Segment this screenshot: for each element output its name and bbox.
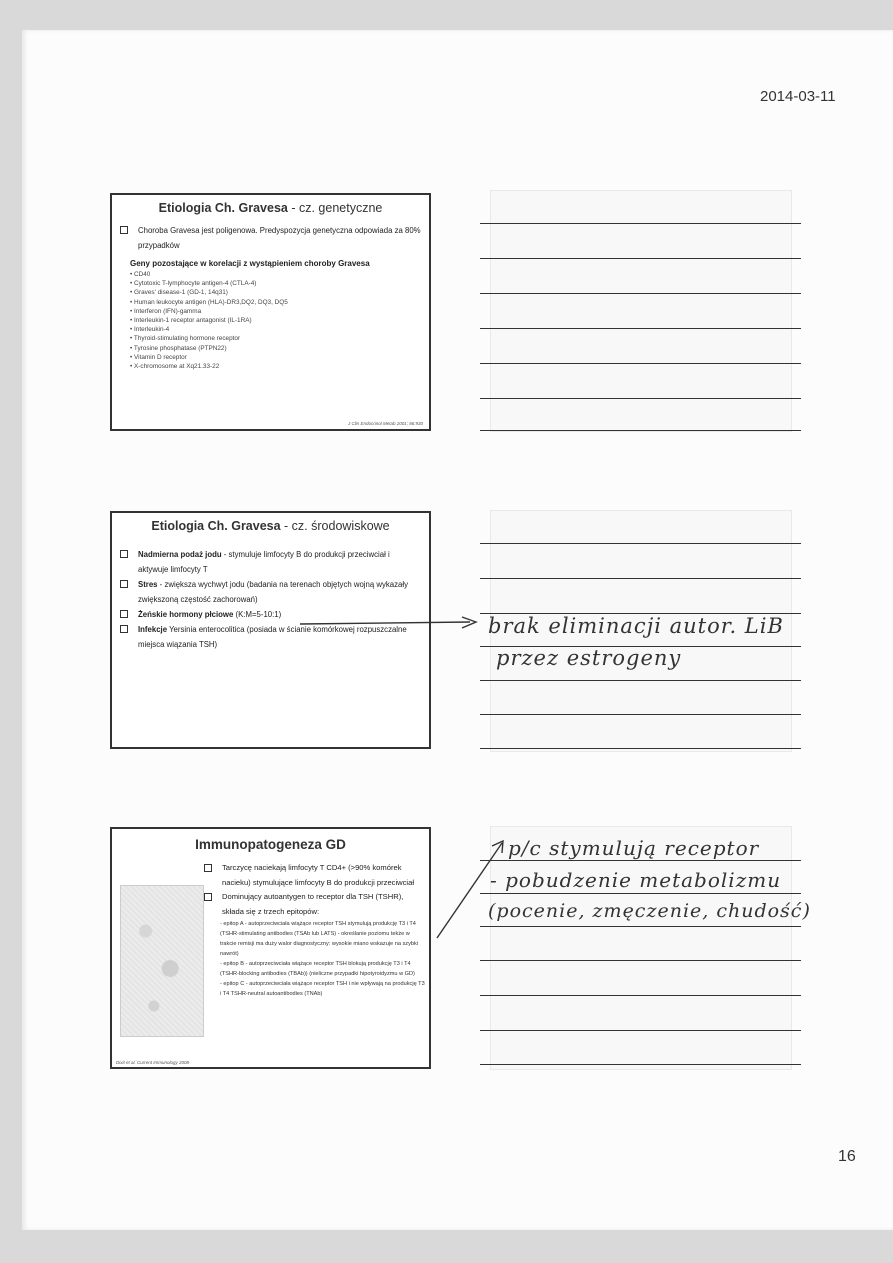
note-line: [480, 893, 801, 894]
epitope-c: - epitop C - autoprzeciwciała wiążące receptor TSH i nie wpływają na produkcję T3 i T4 TSHR-neutral autoantibodies (TNAb): [220, 981, 425, 997]
epitope-a: - epitop A - autoprzeciwciała wiążące receptor TSH stymulują produkcję T3 i T4 (TSHR-stimulating antibodies (TSAb lub LATS) - określanie poziomu tekże w trakcie remisji ma duży walor diagnostyczny: wysokie miano wskazuje na szybki nawrót): [220, 921, 419, 957]
note-line: [480, 748, 801, 749]
note-line: [480, 293, 801, 294]
note-line: [480, 926, 801, 927]
note-line: [480, 258, 801, 259]
title-suffix: - cz. genetyczne: [287, 201, 383, 215]
list-item: • Cytotoxic T-lymphocyte antigen-4 (CTLA-4): [130, 279, 419, 288]
list-item: • Interleukin-4: [130, 325, 419, 334]
handwritten-note: przez estrogeny: [496, 646, 682, 670]
note-line: [480, 1030, 801, 1031]
list-item: • Interferon (IFN)-gamma: [130, 307, 419, 316]
square-bullet-icon: [120, 610, 128, 618]
bleed-through-slide-1: [490, 190, 792, 432]
list-item: • Human leukocyte antigen (HLA)-DR3,DQ2, DQ3, DQ5: [130, 298, 419, 307]
epitope-b: - epitop B - autoprzeciwciała wiążące receptor TSH blokują produkcję T3 i T4 (TSHR-blocking antibodies (TBAb)) (nieliczne przypadki hipotyroidyzmu w GD): [220, 961, 415, 977]
slide-reference: J Clin Endocrinol Metab 2001; 86:930: [347, 421, 423, 426]
note-line: [480, 1064, 801, 1065]
square-bullet-icon: [120, 550, 128, 558]
title-main: Etiologia Ch. Gravesa: [158, 201, 288, 215]
note-line: [480, 430, 801, 431]
list-item: • X-chromosome at Xq21.33-22: [130, 362, 419, 371]
slide-title: [112, 201, 429, 215]
list-item: • Thyroid-stimulating hormone receptor: [130, 334, 419, 343]
slide-genetic-etiology: [110, 193, 431, 431]
note-line: [480, 578, 801, 579]
bullet-polygenic: Choroba Gravesa jest poligenowa. Predyspozycja genetyczna odpowiada za 80% przypadków: [120, 223, 421, 253]
list-item: • Interleukin-1 receptor antagonist (IL-1RA): [130, 316, 419, 325]
title-main: Etiologia Ch. Gravesa: [151, 519, 281, 533]
slide-reference: Dixit et al. Current Immunology 2008: [116, 1060, 190, 1065]
bullet-stress: Stres - zwiększa wychwyt jodu (badania na terenach objętych wojną wykazały zwiększoną częstość zachorowań): [120, 577, 421, 607]
note-line: [480, 543, 801, 544]
bleed-through-slide-3: [490, 826, 792, 1070]
slide-immunopathogenesis: [110, 827, 431, 1069]
list-item: • Graves' disease-1 (GD-1, 14q31): [130, 288, 419, 297]
handwritten-note: - pobudzenie metabolizmu: [490, 868, 782, 892]
histology-image: [120, 885, 204, 1037]
gene-list: [130, 270, 419, 371]
note-line: [480, 995, 801, 996]
handwritten-note: (pocenie, zmęczenie, chudość): [488, 900, 811, 922]
page-date: 2014-03-11: [760, 88, 836, 105]
bullet-infections: Infekcje Yersinia enterocolitica (posiada w ścianie komórkowej rozpuszczalne miejsca wiązania TSH): [120, 622, 421, 652]
note-line: [480, 223, 801, 224]
slide-content: [204, 861, 425, 999]
slide-title: Immunopatogeneza GD: [195, 837, 346, 852]
square-bullet-icon: [204, 864, 212, 872]
note-line: [480, 363, 801, 364]
genes-subheading: Geny pozostające w korelacji z wystąpieniem choroby Gravesa: [130, 259, 370, 268]
note-line: [480, 328, 801, 329]
bullet-cd4: Tarczycę naciekają limfocyty T CD4+ (>90% komórek nacieku) stymulujące limfocyty B do produkcji przeciwciał: [204, 861, 425, 890]
square-bullet-icon: [204, 893, 212, 901]
square-bullet-icon: [120, 226, 128, 234]
square-bullet-icon: [120, 625, 128, 633]
slide-title: [112, 519, 429, 533]
note-line: [480, 960, 801, 961]
note-line: [480, 860, 801, 861]
list-item: • CD40: [130, 270, 419, 279]
title-suffix: - cz. środowiskowe: [280, 519, 390, 533]
square-bullet-icon: [120, 580, 128, 588]
list-item: • Vitamin D receptor: [130, 353, 419, 362]
note-line: [480, 714, 801, 715]
handwritten-note: p/c stymulują receptor: [508, 836, 760, 860]
bullet-tshr: Dominujący autoantygen to receptor dla TSH (TSHR), składa się z trzech epitopów:: [204, 890, 425, 919]
handwritten-note: brak eliminacji autor. LiB: [488, 614, 784, 638]
bullet-hormones: Żeńskie hormony płciowe (K:M=5-10:1): [120, 607, 421, 622]
bullet-iodine: Nadmierna podaż jodu - stymuluje limfocyty B do produkcji przeciwciał i aktywuje limfocyty T: [120, 547, 421, 577]
note-line: [480, 680, 801, 681]
page-number: 16: [838, 1148, 856, 1165]
slide-environmental-etiology: [110, 511, 431, 749]
note-line: [480, 398, 801, 399]
list-item: • Tyrosine phosphatase (PTPN22): [130, 344, 419, 353]
